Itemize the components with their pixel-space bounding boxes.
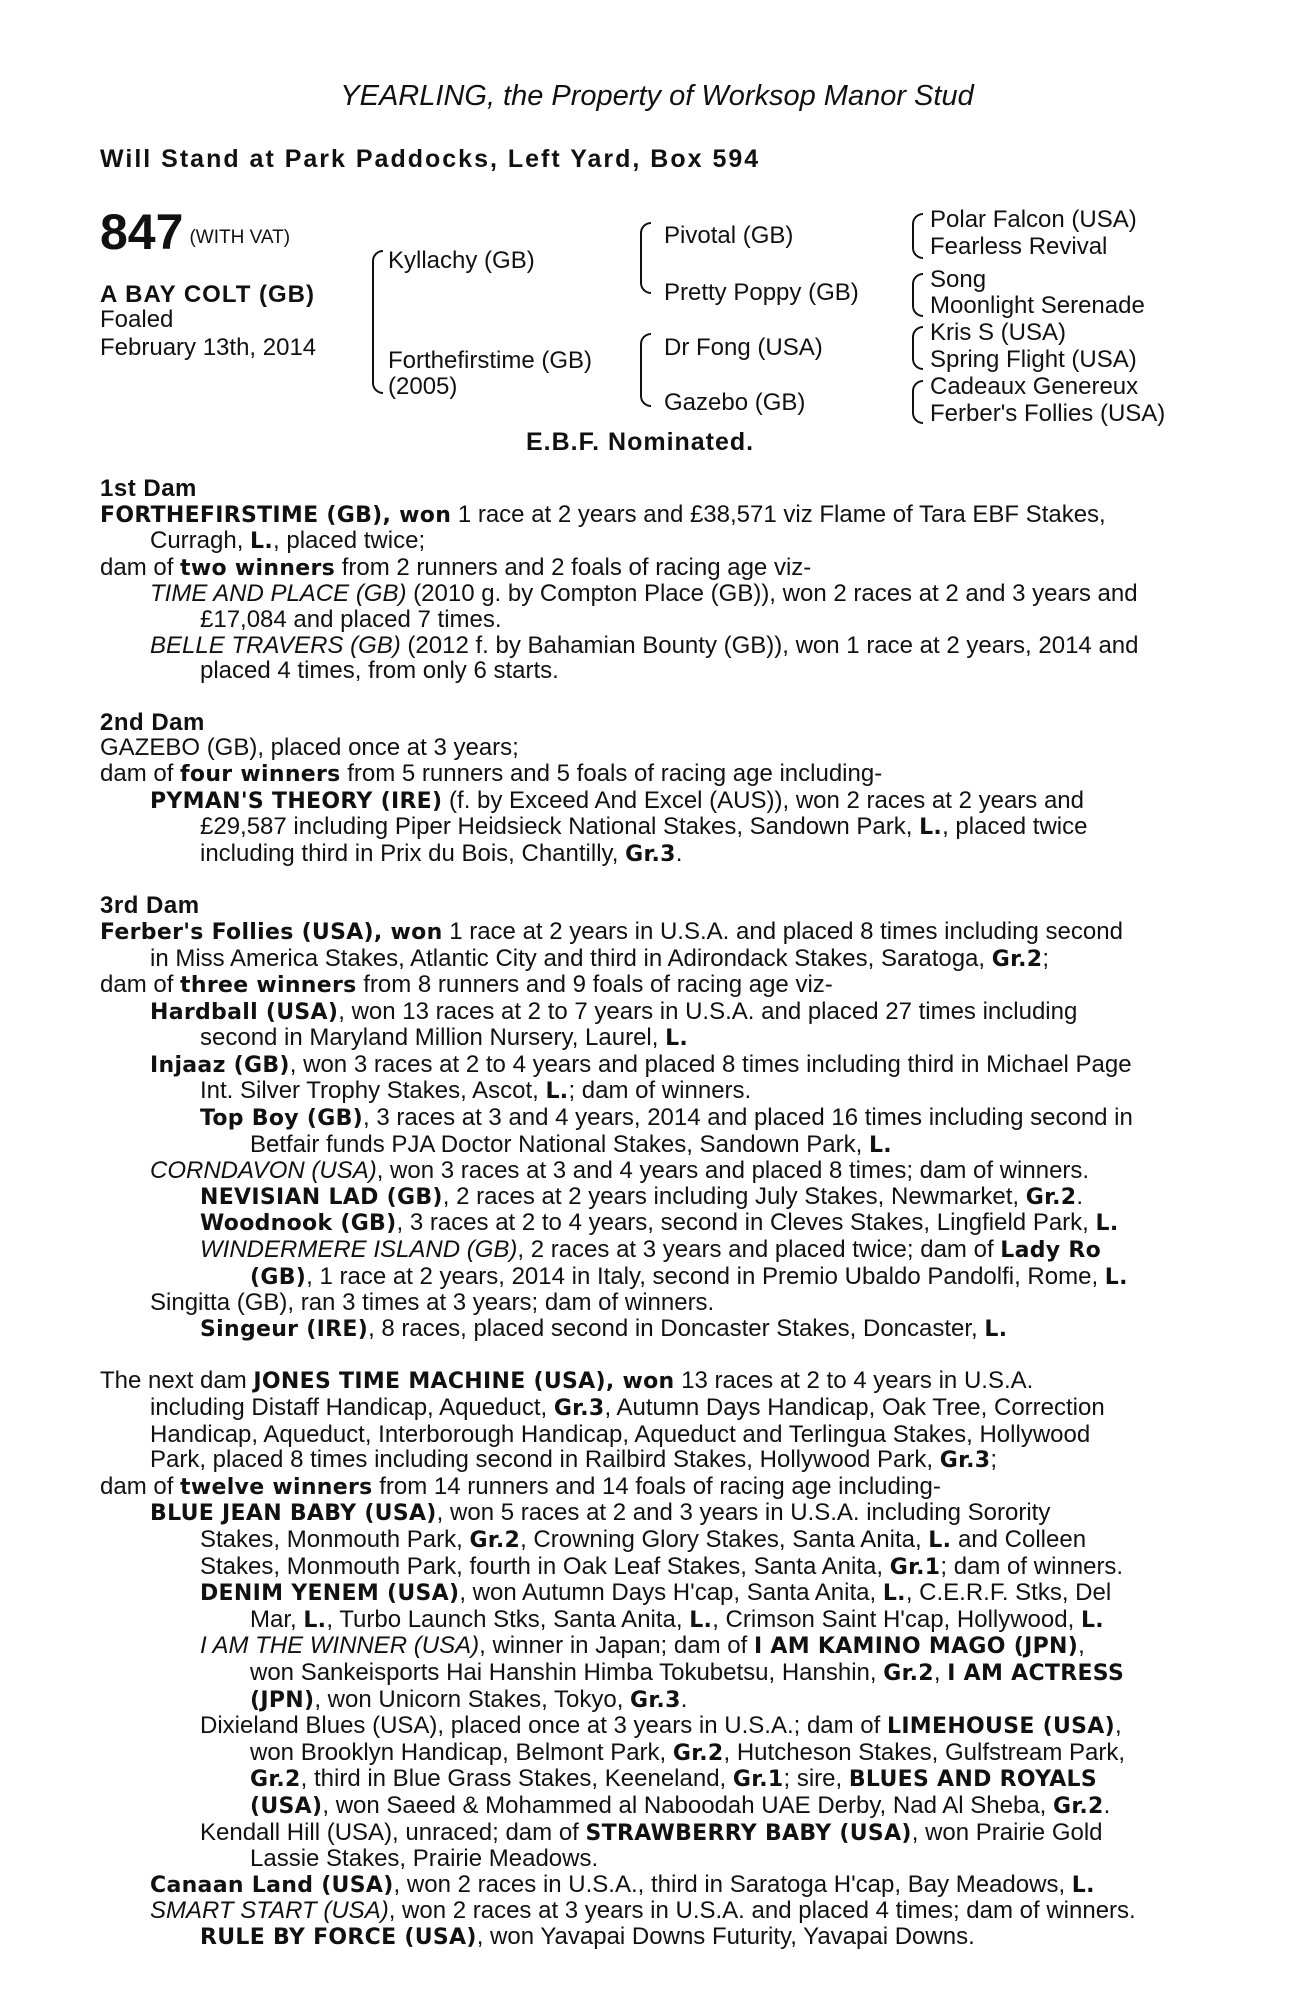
first-dam-section [100, 476, 1204, 684]
text-line: RULE BY FORCE (USA), won Yavapai Downs Futurity, Yavapai Downs. [200, 1922, 975, 1950]
pedigree-dam-sire: Dr Fong (USA) [664, 334, 823, 361]
text-line: Canaan Land (USA), won 2 races in U.S.A., third in Saratoga H'cap, Bay Meadows, L. [150, 1870, 1095, 1898]
pedigree-brace [912, 380, 923, 424]
horse-description: A BAY COLT (GB) [100, 281, 316, 308]
text-line: Injaaz (GB), won 3 races at 2 to 4 years and placed 8 times including third in Michael Page [150, 1050, 1132, 1078]
second-dam-section [100, 710, 1204, 868]
text-line: DENIM YENEM (USA), won Autumn Days H'cap, Santa Anita, L., C.E.R.F. Stks, Del [200, 1579, 1112, 1607]
text-line: Top Boy (GB), 3 races at 3 and 4 years, 2014 and placed 16 times including second in [200, 1104, 1133, 1132]
pedigree-dam-dam: Gazebo (GB) [664, 389, 806, 416]
text-line: I AM THE WINNER (USA), winner in Japan; dam of I AM KAMINO MAGO (JPN), [200, 1632, 1085, 1660]
pedigree-sire-sire: Pivotal (GB) [664, 222, 794, 249]
text-line: including third in Prix du Bois, Chantilly, Gr.3. [200, 839, 683, 867]
text-line: Park, placed 8 times including second in Railbird Stakes, Hollywood Park, Gr.3; [150, 1446, 998, 1474]
pedigree-brace [912, 213, 923, 259]
text-line: Hardball (USA), won 13 races at 2 to 7 years in U.S.A. and placed 27 times including [150, 997, 1078, 1025]
text-line: BELLE TRAVERS (GB) (2012 f. by Bahamian Bounty (GB)), won 1 race at 2 years, 2014 and [150, 631, 1139, 659]
text-line: WINDERMERE ISLAND (GB), 2 races at 3 years and placed twice; dam of Lady Ro [200, 1236, 1102, 1264]
text-line: won Brooklyn Handicap, Belmont Park, Gr.2, Hutcheson Stakes, Gulfstream Park, [250, 1738, 1126, 1766]
text-line: second in Maryland Million Nursery, Laurel, L. [200, 1024, 689, 1052]
pedigree-g5: Kris S (USA) [930, 319, 1067, 346]
text-line: dam of two winners from 2 runners and 2 foals of racing age viz- [100, 553, 812, 581]
foaled-date: February 13th, 2014 [100, 334, 317, 361]
text-line: won Sankeisports Hai Hanshin Himba Tokubetsu, Hanshin, Gr.2, I AM ACTRESS [250, 1658, 1125, 1686]
text-line: PYMAN'S THEORY (IRE) (f. by Exceed And Excel (AUS)), won 2 races at 2 years and [150, 786, 1084, 814]
text-line: Betfair funds PJA Doctor National Stakes, Sandown Park, L. [250, 1130, 892, 1158]
section-heading: 2nd Dam [100, 708, 205, 736]
pedigree-g4: Moonlight Serenade [930, 292, 1145, 319]
text-line: TIME AND PLACE (GB) (2010 g. by Compton Place (GB)), won 2 races at 2 and 3 years and [150, 580, 1138, 608]
text-line: NEVISIAN LAD (GB), 2 races at 2 years including July Stakes, Newmarket, Gr.2. [200, 1182, 1084, 1210]
text-line: Ferber's Follies (USA), won 1 race at 2 years in U.S.A. and placed 8 times including second [100, 917, 1123, 945]
text-line: Stakes, Monmouth Park, Gr.2, Crowning Glory Stakes, Santa Anita, L. and Colleen [200, 1525, 1087, 1553]
section-heading: 3rd Dam [100, 892, 200, 920]
text-line: (USA), won Saeed & Mohammed al Naboodah UAE Derby, Nad Al Sheba, Gr.2. [250, 1791, 1111, 1819]
text-line: SMART START (USA), won 2 races at 3 years in U.S.A. and placed 4 times; dam of winners. [150, 1897, 1136, 1925]
text-line: (JPN), won Unicorn Stakes, Tokyo, Gr.3. [250, 1685, 688, 1713]
text-line: FORTHEFIRSTIME (GB), won 1 race at 2 years and £38,571 viz Flame of Tara EBF Stakes, [100, 500, 1106, 528]
text-line: CORNDAVON (USA), won 3 races at 3 and 4 years and placed 8 times; dam of winners. [150, 1157, 1090, 1185]
text-line: Int. Silver Trophy Stakes, Ascot, L.; dam of winners. [200, 1077, 752, 1105]
text-line: Kendall Hill (USA), unraced; dam of STRAWBERRY BABY (USA), won Prairie Gold [200, 1818, 1103, 1846]
third-dam-section [100, 893, 1204, 1342]
pedigree-brace [640, 333, 651, 407]
section-heading: 1st Dam [100, 475, 197, 502]
pedigree-g7: Cadeaux Genereux [930, 373, 1139, 400]
pedigree-dam: Forthefirstime (GB) [388, 347, 593, 374]
text-line: (GB), 1 race at 2 years, 2014 in Italy, second in Premio Ubaldo Pandolfi, Rome, L. [250, 1262, 1128, 1290]
pedigree-dam-year: (2005) [388, 373, 458, 400]
pedigree-g8: Ferber's Follies (USA) [930, 400, 1166, 427]
text-line: £29,587 including Piper Heidsieck National Stakes, Sandown Park, L., placed twice [200, 813, 1088, 841]
pedigree-g2: Fearless Revival [930, 233, 1108, 260]
foaled-label: Foaled [100, 306, 174, 333]
text-line: BLUE JEAN BABY (USA), won 5 races at 2 and 3 years in U.S.A. including Sorority [150, 1499, 1051, 1527]
pedigree-brace [912, 326, 923, 370]
text-line: dam of twelve winners from 14 runners and 14 foals of racing age including- [100, 1472, 941, 1500]
pedigree-sire: Kyllachy (GB) [388, 247, 535, 274]
text-line: GAZEBO (GB), placed once at 3 years; [100, 734, 519, 762]
stand-location: Will Stand at Park Paddocks, Left Yard, Box 594 [100, 145, 761, 173]
text-line: dam of three winners from 8 runners and 9 foals of racing age viz- [100, 971, 833, 999]
pedigree-brace [640, 222, 651, 294]
text-line: Curragh, L., placed twice; [150, 527, 426, 555]
produce-record [100, 476, 1204, 1950]
pedigree-g6: Spring Flight (USA) [930, 346, 1137, 373]
lot-number: 847 (WITH VAT) [100, 204, 291, 260]
text-line: Singeur (IRE), 8 races, placed second in Doncaster Stakes, Doncaster, L. [200, 1314, 1008, 1342]
pedigree-brace [912, 273, 923, 317]
text-line: £17,084 and placed 7 times. [200, 605, 502, 633]
text-line: Handicap, Aqueduct, Interborough Handicap, Aqueduct and Terlingua Stakes, Hollywood [150, 1420, 1091, 1448]
text-line: Mar, L., Turbo Launch Stks, Santa Anita, L., Crimson Saint H'cap, Hollywood, L. [250, 1605, 1104, 1633]
text-line: including Distaff Handicap, Aqueduct, Gr.3, Autumn Days Handicap, Oak Tree, Correction [150, 1394, 1105, 1421]
pedigree-g1: Polar Falcon (USA) [930, 206, 1137, 233]
vat-note: (WITH VAT) [189, 227, 291, 248]
text-line: dam of four winners from 5 runners and 5 foals of racing age including- [100, 759, 883, 787]
pedigree-g3: Song [930, 266, 987, 293]
catalogue-title: YEARLING, the Property of Worksop Manor Stud [340, 80, 974, 112]
pedigree-brace [372, 250, 383, 394]
text-line: Woodnook (GB), 3 races at 2 to 4 years, second in Cleves Stakes, Lingfield Park, L. [200, 1209, 1119, 1237]
text-line: Lassie Stakes, Prairie Meadows. [250, 1845, 599, 1873]
text-line: Gr.2, third in Blue Grass Stakes, Keeneland, Gr.1; sire, BLUES AND ROYALS [250, 1765, 1097, 1793]
next-dam-section [100, 1368, 1204, 1950]
text-line: Stakes, Monmouth Park, fourth in Oak Leaf Stakes, Santa Anita, Gr.1; dam of winners. [200, 1552, 1124, 1580]
text-line: Dixieland Blues (USA), placed once at 3 years in U.S.A.; dam of LIMEHOUSE (USA), [200, 1712, 1122, 1740]
text-line: in Miss America Stakes, Atlantic City and third in Adirondack Stakes, Saratoga, Gr.2; [150, 944, 1050, 972]
text-line: Singitta (GB), ran 3 times at 3 years; dam of winners. [150, 1289, 715, 1317]
text-line: placed 4 times, from only 6 starts. [200, 657, 559, 685]
ebf-nominated: E.B.F. Nominated. [526, 428, 755, 456]
text-line: The next dam JONES TIME MACHINE (USA), won 13 races at 2 to 4 years in U.S.A. [100, 1367, 1034, 1395]
pedigree-sire-dam: Pretty Poppy (GB) [664, 279, 859, 306]
